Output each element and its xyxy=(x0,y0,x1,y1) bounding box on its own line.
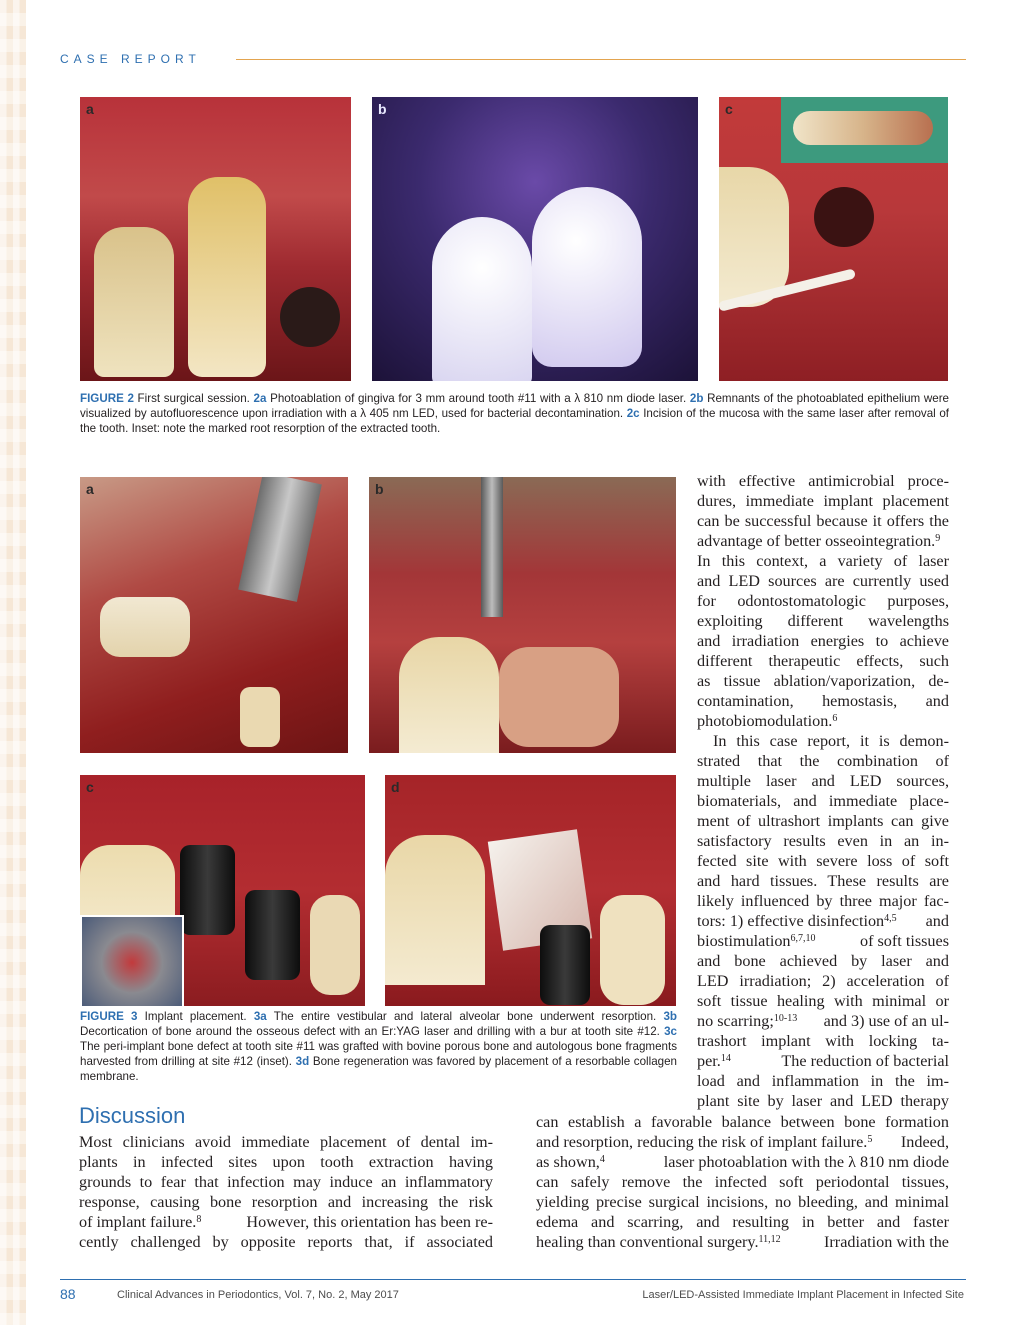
text-line: no scarring;$^{10-13}$ and 3) use of an ul- xyxy=(697,1012,949,1030)
text-line: plants in infected sites upon tooth extraction having xyxy=(79,1153,493,1171)
figure-2b-photo xyxy=(372,97,698,381)
text-line: dures, immediate implant placement xyxy=(697,492,949,510)
text-line: LED irradiation; 2) acceleration of xyxy=(697,972,949,990)
figure-3c-inset xyxy=(80,915,184,1006)
text-line: and LED sources are currently used xyxy=(697,572,949,590)
text-line: satisfactory results even in an in- xyxy=(697,832,949,850)
text-line: contamination, hemostasis, and xyxy=(697,692,949,710)
text-line: biostimulation$^{6,7,10}$ of soft tissues xyxy=(697,932,949,950)
figure-2c-photo xyxy=(719,97,948,381)
footer-rule xyxy=(60,1279,966,1280)
text-line: can safely remove the infected soft periodontal tissues, xyxy=(536,1173,949,1191)
text-line: grounds to fear that infection may induce an inflammatory xyxy=(79,1173,493,1191)
figure-2-caption: FIGURE 2 First surgical session. 2a Photoablation of gingiva for 3 mm around tooth #11 with a λ 810 nm diode laser. 2b Remnants of the photoablated epithelium were visualized by autofluorescence upon irradiation with a λ 405 nm LED, used for bacterial decontamination. 2c Incision of the mucosa with the same laser after removal of the tooth. Inset: note the marked root resorption of the extracted tooth. xyxy=(80,392,949,435)
text-line: Most clinicians avoid immediate placement of dental im- xyxy=(79,1133,493,1151)
panel-label: a xyxy=(86,481,94,497)
text-line: per.$^{14}$ The reduction of bacterial xyxy=(697,1052,949,1070)
text-line: as shown,$^4$ laser photoablation with the λ 810 nm diode xyxy=(536,1153,949,1171)
text-line: and hard tissues. These results are xyxy=(697,872,949,890)
text-line: with effective antimicrobial proce- xyxy=(697,472,949,490)
figure-3a-photo xyxy=(80,477,348,753)
caption-lead: FIGURE 3 xyxy=(80,1010,138,1023)
text-line: fected site with severe loss of soft xyxy=(697,852,949,870)
figure-3d-photo xyxy=(385,775,676,1006)
journal-citation: Clinical Advances in Periodontics, Vol. 7, No. 2, May 2017 xyxy=(117,1289,399,1301)
figure-3b-photo xyxy=(369,477,676,753)
text-line: In this case report, it is demon- xyxy=(713,732,949,750)
text-line: of implant failure.$^8$ However, this orientation has been re- xyxy=(79,1213,493,1231)
page-number: 88 xyxy=(60,1286,76,1302)
figure-3c-photo xyxy=(80,775,365,1006)
text-line: load and inflammation in the im- xyxy=(697,1072,949,1090)
text-line: trashort implant with locking ta- xyxy=(697,1032,949,1050)
text-line: healing than conventional surgery.$^{11,12}$ Irradiation with the xyxy=(536,1233,949,1251)
caption-lead: FIGURE 2 xyxy=(80,392,134,405)
text-line: different therapeutic effects, such xyxy=(697,652,949,670)
panel-label: a xyxy=(86,101,94,117)
figure-2a-photo xyxy=(80,97,351,381)
panel-label: d xyxy=(391,779,400,795)
section-heading: Discussion xyxy=(79,1103,186,1128)
running-title: Laser/LED-Assisted Immediate Implant Placement in Infected Site xyxy=(642,1289,964,1301)
text-line: multiple laser and LED sources, xyxy=(697,772,949,790)
text-line: In this context, a variety of laser xyxy=(697,552,949,570)
figure-3-caption: FIGURE 3 Implant placement. 3a The entire vestibular and lateral alveolar bone underwent resorption. 3b Decortication of bone around the osseous defect with an Er:YAG laser and drilling with a bur at tooth site #12. 3c The peri-implant bone defect at tooth site #11 was grafted with bovine porous bone and autologous bone fragments harvested from drilling at site #12 (inset). 3d Bone regeneration was favored by placement of a resorbable collagen membrane. xyxy=(80,1010,678,1083)
panel-label: b xyxy=(378,101,387,117)
section-label: CASE REPORT xyxy=(60,52,201,66)
text-line: plant site by laser and LED therapy xyxy=(697,1092,949,1110)
text-line: biomaterials, and immediate place- xyxy=(697,792,949,810)
panel-label: c xyxy=(86,779,94,795)
text-line: tors: 1) effective disinfection$^{4,5}$ and xyxy=(697,912,949,930)
text-line: and irradiation energies to achieve xyxy=(697,632,949,650)
text-line: response, causing bone resorption and increasing the risk xyxy=(79,1193,493,1211)
text-line: yielding precise surgical incisions, no bleeding, and minimal xyxy=(536,1193,949,1211)
text-line: photobiomodulation.$^6$ xyxy=(697,712,838,730)
text-line: can establish a favorable balance between bone formation xyxy=(536,1113,949,1131)
text-line: can be successful because it offers the xyxy=(697,512,949,530)
panel-label: c xyxy=(725,101,733,117)
text-line: and bone achieved by laser and xyxy=(697,952,949,970)
text-line: edema and scarring, and resulting in better and faster xyxy=(536,1213,949,1231)
decorative-side-strip xyxy=(0,0,26,1325)
text-line: exploiting different wavelengths xyxy=(697,612,949,630)
panel-label: b xyxy=(375,481,384,497)
text-line: soft tissue healing with minimal or xyxy=(697,992,949,1010)
text-line: advantage of better osseointegration.$^9$ xyxy=(697,532,941,550)
text-line: likely influenced by three major fac- xyxy=(697,892,949,910)
text-line: cently challenged by opposite reports that, if associated xyxy=(79,1233,493,1251)
text-line: ment of ultrashort implants can give xyxy=(697,812,949,830)
text-line: for odontostomatologic purposes, xyxy=(697,592,949,610)
text-line: and resorption, reducing the risk of implant failure.$^5$ Indeed, xyxy=(536,1133,949,1151)
text-line: as tissue ablation/vaporization, de- xyxy=(697,672,949,690)
text-line: strated that the combination of xyxy=(697,752,949,770)
header-rule xyxy=(236,59,966,60)
